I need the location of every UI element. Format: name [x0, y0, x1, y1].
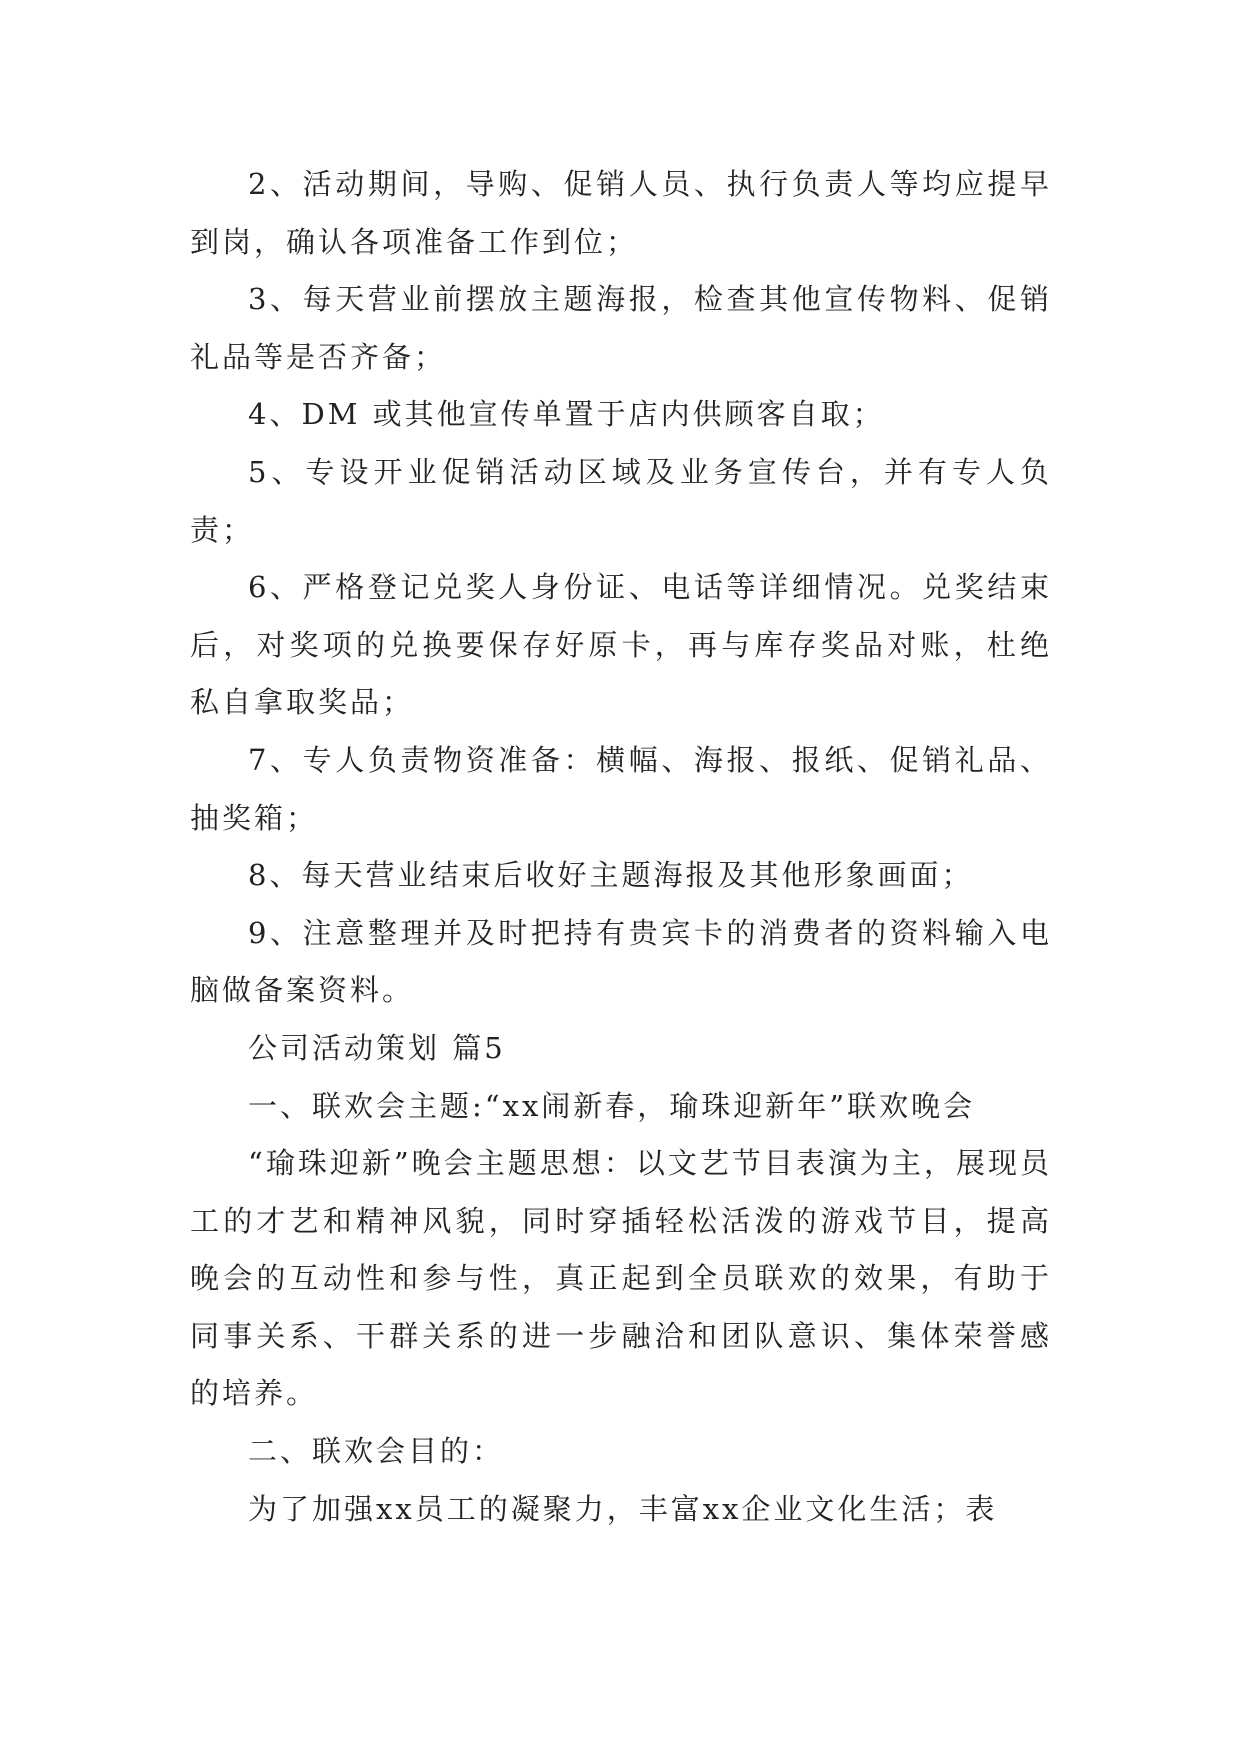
paragraph-item-6: 6、严格登记兑奖人身份证、电话等详细情况。兑奖结束后，对奖项的兑换要保存好原卡，再与库存奖品对账，杜绝私自拿取奖品；	[190, 570, 1052, 720]
theme-idea-paragraph: “瑜珠迎新”晚会主题思想：以文艺节目表演为主，展现员工的才艺和精神风貌，同时穿插轻松活泼的游戏节目，提高晚会的互动性和参与性，真正起到全员联欢的效果，有助于同事关系、干群关系的进一步融洽和团队意识、集体荣誉感的培养。	[190, 1146, 1052, 1411]
paragraph-item-7: 7、专人负责物资准备：横幅、海报、报纸、促销礼品、抽奖箱；	[190, 742, 1052, 835]
purpose-heading: 二、联欢会目的：	[248, 1434, 505, 1469]
paragraph-item-3: 3、每天营业前摆放主题海报，检查其他宣传物料、促销礼品等是否齐备；	[190, 282, 1052, 374]
section-heading: 公司活动策划 篇5	[248, 1030, 506, 1065]
document-body	[190, 156, 1052, 1538]
purpose-paragraph: 为了加强xx员工的凝聚力，丰富xx企业文化生活；表	[248, 1491, 998, 1526]
party-theme: 一、联欢会主题:“xx闹新春，瑜珠迎新年”联欢晚会	[248, 1088, 976, 1123]
paragraph-item-8: 8、每天营业结束后收好主题海报及其他形象画面；	[248, 858, 974, 893]
paragraph-item-4: 4、DM 或其他宣传单置于店内供顾客自取；	[248, 397, 885, 432]
paragraph-item-9: 9、注意整理并及时把持有贵宾卡的消费者的资料输入电脑做备案资料。	[190, 915, 1052, 1008]
paragraph-item-2: 2、活动期间，导购、促销人员、执行负责人等均应提早到岗，确认各项准备工作到位；	[190, 167, 1052, 259]
paragraph-item-5: 5、专设开业促销活动区域及业务宣传台，并有专人负责；	[190, 454, 1052, 547]
